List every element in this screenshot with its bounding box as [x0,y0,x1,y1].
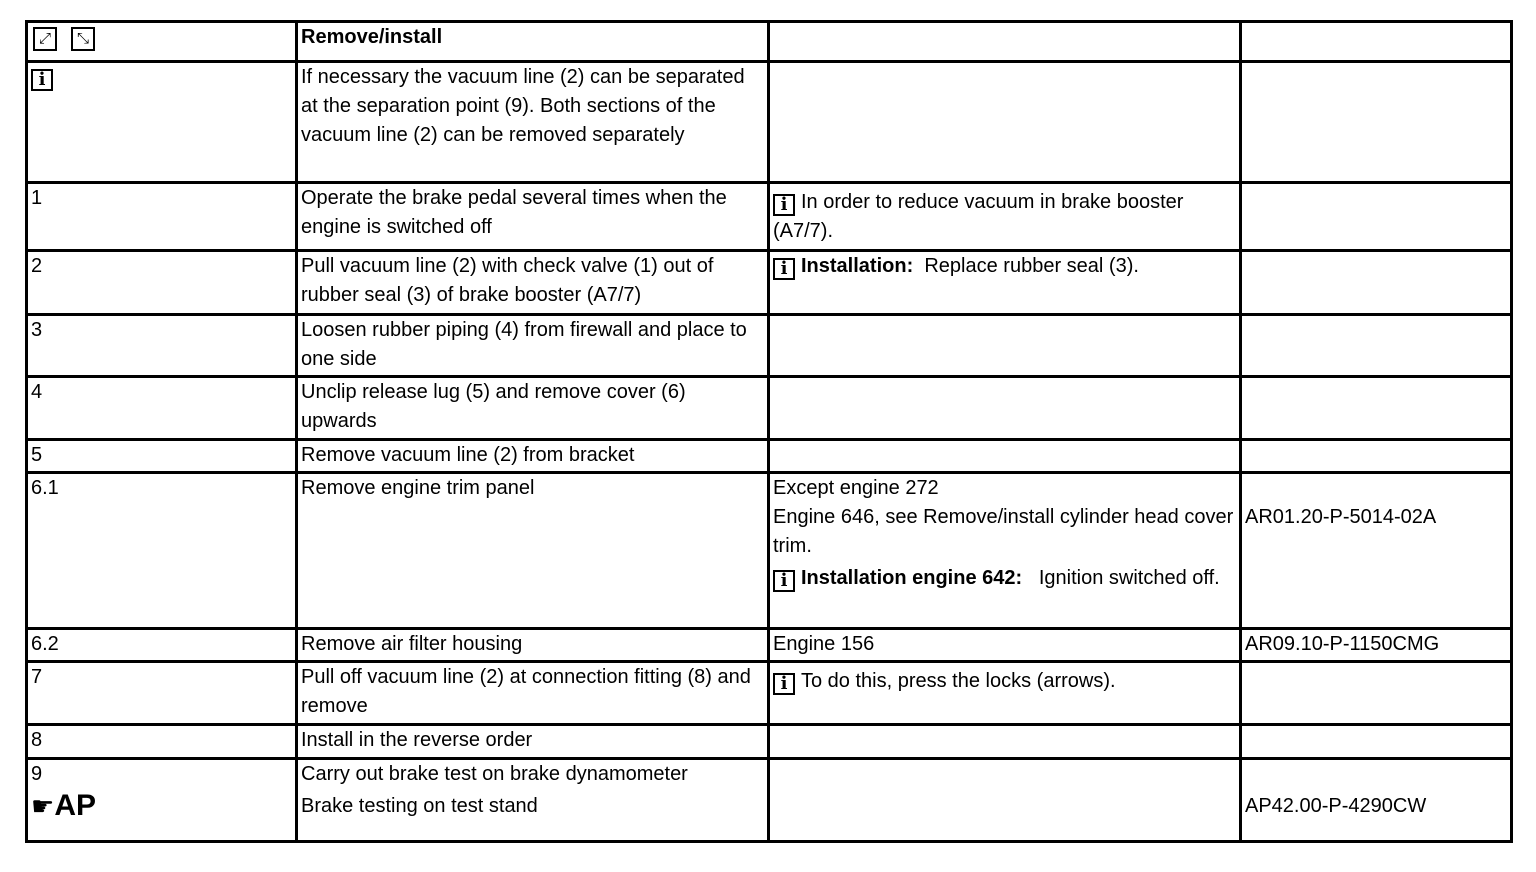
header-title: Remove/install [297,22,769,62]
table-row: 5 Remove vacuum line (2) from bracket [27,440,1512,473]
table-row: 7 Pull off vacuum line (2) at connection fitting (8) and remove i To do this, press the locks (arrows). [27,662,1512,725]
expand-arrows-icon[interactable]: ⤢ [33,27,57,51]
pointing-hand-icon: ☛ [31,791,55,821]
reference-link[interactable]: AP42.00-P-4290CW [1245,795,1427,817]
ap-badge: AP [54,789,96,822]
note-text: If necessary the vacuum line (2) can be separated at the separation point (9). Both sections of the vacuum line (2) can be removed separately [297,62,769,183]
table-row: 1 Operate the brake pedal several times when the engine is switched off i In order to reduce vacuum in brake booster (A7/7). [27,183,1512,251]
info-icon: i [773,673,795,695]
table-row: 9 ☛AP Carry out brake test on brake dynamometer Brake testing on test stand AP42.00-P-4290CW [27,759,1512,842]
procedure-table [25,20,1513,843]
table-header-row [27,22,1512,62]
reference-link[interactable]: AR01.20-P-5014-02A [1245,506,1437,528]
table-row: 2 Pull vacuum line (2) with check valve (1) out of rubber seal (3) of brake booster (A7/7) i Installation: Replace rubber seal (3). [27,251,1512,315]
info-icon: i [31,69,53,91]
table-row: 3 Loosen rubber piping (4) from firewall and place to one side [27,315,1512,377]
table-row: 8 Install in the reverse order [27,725,1512,759]
info-icon: i [773,258,795,280]
table-row: 6.2 Remove air filter housing Engine 156 AR09.10-P-1150CMG [27,629,1512,662]
note-row [27,62,1512,183]
info-icon: i [773,194,795,216]
table-row: 6.1 Remove engine trim panel Except engine 272 Engine 646, see Remove/install cylinder head cover trim. i Installation engine 642: Ignition switched off. AR01.20-P-5014-02A [27,473,1512,629]
reference-link[interactable]: AR09.10-P-1150CMG [1241,629,1512,662]
header-icons [27,22,297,62]
collapse-arrows-icon[interactable]: ⤡ [71,27,95,51]
table-row: 4 Unclip release lug (5) and remove cover (6) upwards [27,377,1512,440]
info-icon: i [773,570,795,592]
